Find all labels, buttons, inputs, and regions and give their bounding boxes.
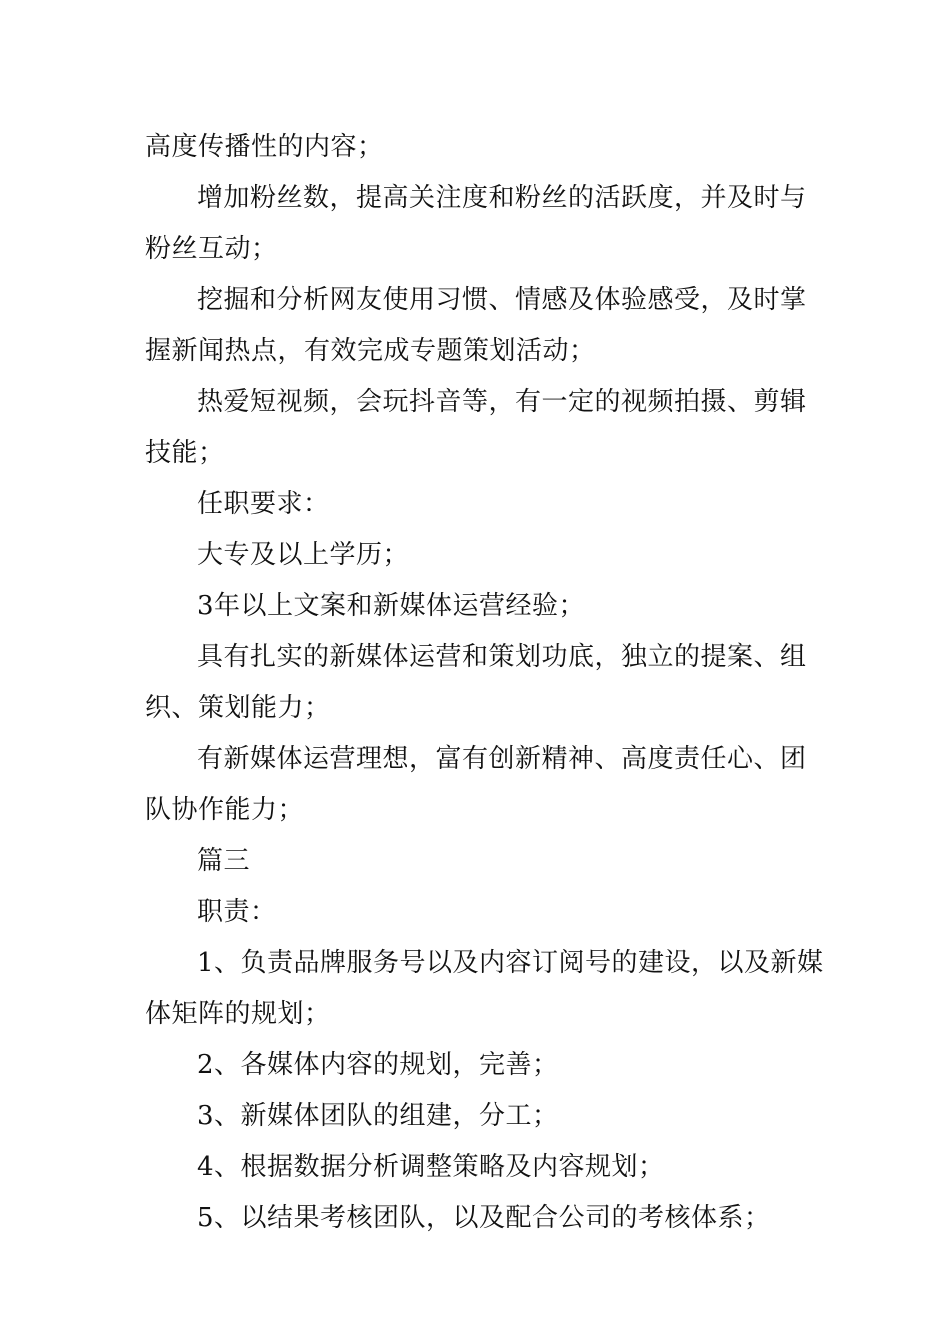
- document-body: [145, 122, 824, 1244]
- text-line: 粉丝互动；: [145, 234, 278, 264]
- text-line: 高度传播性的内容；: [145, 132, 384, 162]
- text-line: 增加粉丝数，提高关注度和粉丝的活跃度，并及时与: [197, 183, 807, 213]
- text-line: 挖掘和分析网友使用习惯、情感及体验感受，及时掌: [197, 285, 807, 315]
- text-line: 队协作能力；: [145, 795, 305, 825]
- text-line: 具有扎实的新媒体运营和策划功底，独立的提案、组: [197, 642, 807, 672]
- list-item: 2、各媒体内容的规划，完善；: [197, 1050, 559, 1080]
- list-item: 5、以结果考核团队，以及配合公司的考核体系；: [197, 1203, 771, 1233]
- section-heading-part-three: 篇三: [197, 846, 251, 876]
- text-line: 织、策划能力；: [145, 693, 331, 723]
- text-line: 握新闻热点，有效完成专题策划活动；: [145, 336, 596, 366]
- text-line: 热爱短视频，会玩抖音等，有一定的视频拍摄、剪辑: [197, 387, 807, 417]
- text-line: 有新媒体运营理想，富有创新精神、高度责任心、团: [197, 744, 807, 774]
- list-item: 3、新媒体团队的组建，分工；: [197, 1101, 559, 1131]
- section-heading-duties: 职责：: [197, 897, 277, 927]
- text-line: 大专及以上学历；: [197, 540, 410, 570]
- text-line: 技能；: [145, 438, 225, 468]
- list-item: 4、根据数据分析调整策略及内容规划；: [197, 1152, 665, 1182]
- section-heading-requirements: 任职要求：: [197, 489, 330, 519]
- list-item: 1、负责品牌服务号以及内容订阅号的建设，以及新媒: [197, 948, 824, 978]
- list-item-continuation: 体矩阵的规划；: [145, 999, 331, 1029]
- text-line: 3年以上文案和新媒体运营经验；: [197, 591, 586, 621]
